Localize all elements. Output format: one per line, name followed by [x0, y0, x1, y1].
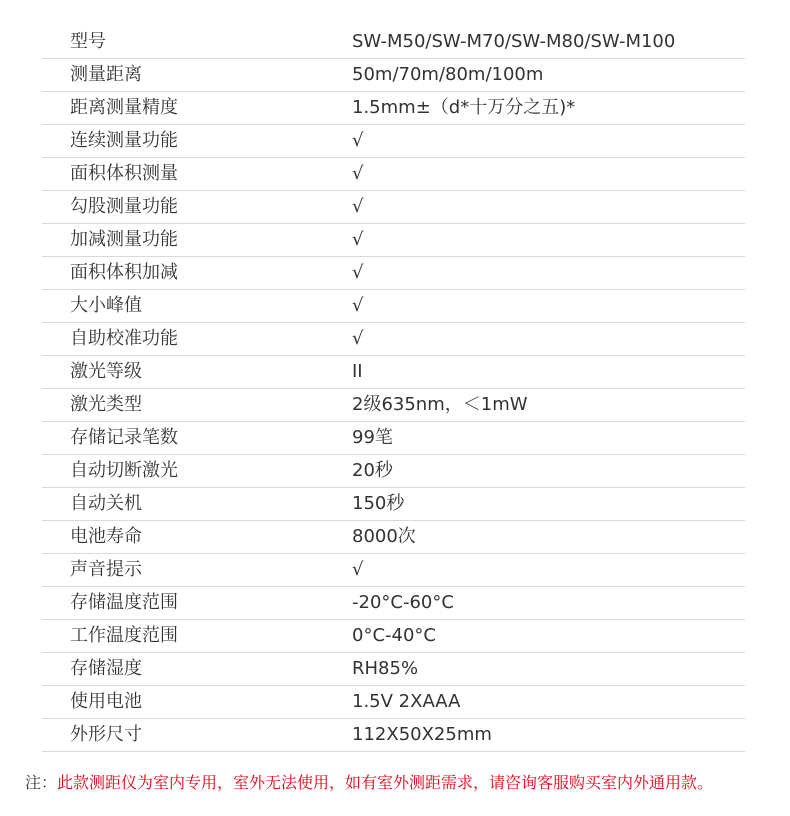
- spec-value: √: [352, 554, 745, 587]
- spec-row: [42, 719, 745, 752]
- spec-row: [42, 92, 745, 125]
- spec-table: [42, 26, 745, 752]
- spec-label: 连续测量功能: [42, 125, 352, 158]
- spec-row: [42, 26, 745, 59]
- spec-label: 加减测量功能: [42, 224, 352, 257]
- spec-value: 50m/70m/80m/100m: [352, 59, 745, 92]
- spec-label: 激光等级: [42, 356, 352, 389]
- spec-row: [42, 620, 745, 653]
- spec-label: 存储记录笔数: [42, 422, 352, 455]
- spec-row: [42, 257, 745, 290]
- spec-row: [42, 653, 745, 686]
- spec-label: 存储温度范围: [42, 587, 352, 620]
- spec-value: 112X50X25mm: [352, 719, 745, 752]
- spec-value: SW-M50/SW-M70/SW-M80/SW-M100: [352, 26, 745, 59]
- spec-label: 自动关机: [42, 488, 352, 521]
- spec-row: [42, 521, 745, 554]
- spec-label: 电池寿命: [42, 521, 352, 554]
- spec-label: 存储湿度: [42, 653, 352, 686]
- spec-row: [42, 323, 745, 356]
- spec-row: [42, 158, 745, 191]
- spec-value: √: [352, 191, 745, 224]
- spec-row: [42, 686, 745, 719]
- footnote-text: 此款测距仪为室内专用，室外无法使用，如有室外测距需求，请咨询客服购买室内外通用款。: [57, 773, 714, 792]
- spec-label: 自动切断激光: [42, 455, 352, 488]
- spec-row: [42, 125, 745, 158]
- spec-value: 1.5V 2XAAA: [352, 686, 745, 719]
- spec-value: √: [352, 158, 745, 191]
- spec-value: √: [352, 323, 745, 356]
- spec-row: [42, 191, 745, 224]
- spec-value: 0°C-40°C: [352, 620, 745, 653]
- spec-label: 型号: [42, 26, 352, 59]
- spec-label: 使用电池: [42, 686, 352, 719]
- spec-label: 自助校准功能: [42, 323, 352, 356]
- spec-row: [42, 587, 745, 620]
- spec-row: [42, 59, 745, 92]
- spec-table-body: [42, 26, 745, 752]
- spec-label: 距离测量精度: [42, 92, 352, 125]
- spec-row: [42, 422, 745, 455]
- spec-value: II: [352, 356, 745, 389]
- spec-value: 1.5mm±（d*十万分之五)*: [352, 92, 745, 125]
- footnote: [25, 770, 713, 796]
- spec-label: 面积体积加减: [42, 257, 352, 290]
- spec-value: √: [352, 224, 745, 257]
- spec-row: [42, 455, 745, 488]
- spec-row: [42, 224, 745, 257]
- spec-value: 2级635nm，＜1mW: [352, 389, 745, 422]
- spec-label: 测量距离: [42, 59, 352, 92]
- spec-row: [42, 290, 745, 323]
- spec-value: -20°C-60°C: [352, 587, 745, 620]
- spec-label: 工作温度范围: [42, 620, 352, 653]
- spec-label: 外形尺寸: [42, 719, 352, 752]
- footnote-prefix: 注：: [25, 773, 58, 792]
- spec-value: √: [352, 125, 745, 158]
- spec-value: 99笔: [352, 422, 745, 455]
- spec-label: 面积体积测量: [42, 158, 352, 191]
- spec-row: [42, 488, 745, 521]
- spec-value: 8000次: [352, 521, 745, 554]
- spec-label: 激光类型: [42, 389, 352, 422]
- spec-value: √: [352, 290, 745, 323]
- spec-row: [42, 389, 745, 422]
- spec-label: 勾股测量功能: [42, 191, 352, 224]
- spec-label: 大小峰值: [42, 290, 352, 323]
- spec-label: 声音提示: [42, 554, 352, 587]
- spec-row: [42, 554, 745, 587]
- spec-value: 150秒: [352, 488, 745, 521]
- spec-value: RH85%: [352, 653, 745, 686]
- spec-row: [42, 356, 745, 389]
- spec-value: √: [352, 257, 745, 290]
- spec-value: 20秒: [352, 455, 745, 488]
